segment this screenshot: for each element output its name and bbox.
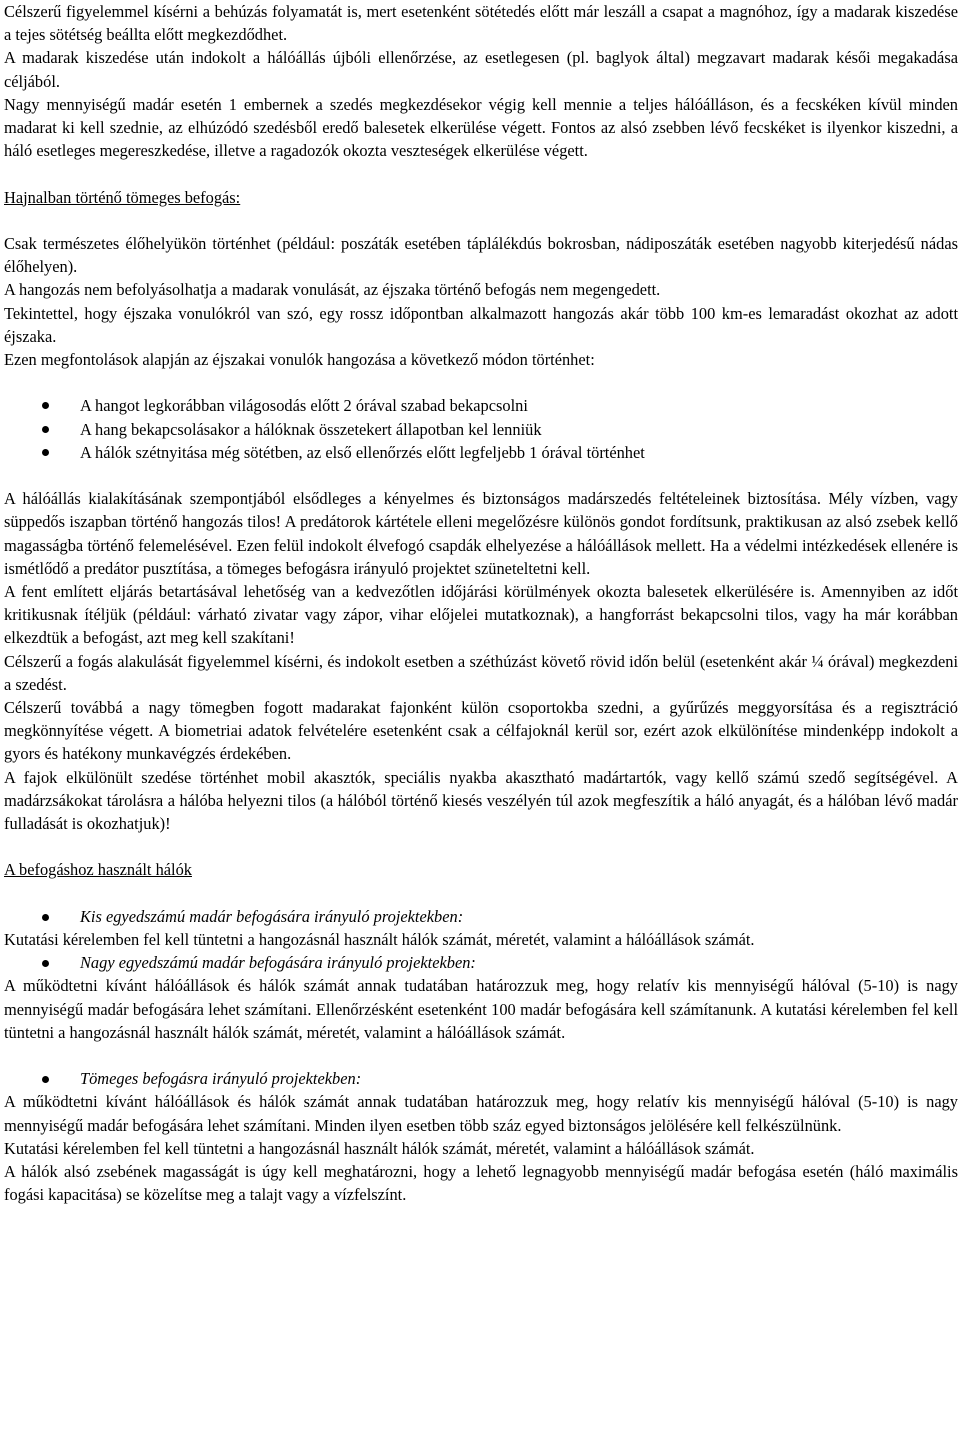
section1-paragraph-1: Csak természetes élőhelyükön történhet (például: poszáták esetében táplálékdús bokrosban, nádiposzáták esetében nagyobb kiterjedésű nádas élőhelyen). <box>4 234 958 277</box>
nets-item-small-projects <box>4 905 958 928</box>
list-item <box>4 394 958 417</box>
section1-paragraph-2: A hangozás nem befolyásolhatja a madarak vonulását, az éjszaka történő befogás nem megengedett. <box>4 280 661 300</box>
nets-item-paragraph: A működtetni kívánt hálóállások és hálók számát annak tudatában határozzuk meg, hogy relatív kis mennyiségű hálóval (5-10) is nagy mennyiségű madár befogására lehet számítani. Minden ilyen esetben több száz egyed biztonságos jelölésére kell felkészülnünk. <box>4 1092 958 1135</box>
bullet-icon <box>42 960 49 967</box>
spacer <box>4 1044 958 1067</box>
list-item-text: A hangot legkorábban világosodás előtt 2 órával szabad bekapcsolni <box>80 396 528 416</box>
nets-item-paragraph: Kutatási kérelemben fel kell tüntetni a hangozásnál használt hálók számát, méretét, valamint a hálóállások számát. <box>4 930 755 950</box>
section1-after-paragraph-2: A fent említett eljárás betartásával lehetőség van a kedvezőtlen időjárási körülmények okozta balesetek elkerülésére is. Amennyiben az időt kritikusnak ítéljük (például: várható zivatar vagy zápor, vihar előjelei mutatkoznak), a hangforrást bekapcsolni tilos, vagy ha már korábban elkezdtük a befogást, azt meg kell szakítani! <box>4 582 958 648</box>
section1-after-paragraph-3: Célszerű a fogás alakulását figyelemmel kísérni, és indokolt esetben a széthúzást követő rövid időn belül (esetenként akár ¼ órával) megkezdeni a szedést. <box>4 651 958 694</box>
list-item <box>4 418 958 441</box>
section1-after-paragraph-5: A fajok elkülönült szedése történhet mobil akasztók, speciális nyakba akasztható madártartók, vagy kellő számú szedő segítségével. A madárzsákokat tárolásra a hálóba helyezni tilos (a hálóból történő kiesés veszélyén túl azok megfeszítik a háló anyagát, és a hálóban lévő madár fulladását is okozhatjuk)! <box>4 767 958 834</box>
nets-item-paragraph: A hálók alsó zsebének magasságát is úgy kell meghatározni, hogy a lehető legnagyobb mennyiségű madár befogása esetén (háló maximális fogási kapacitása) se közelítse meg a talajt vagy a vízfelszínt. <box>4 1162 958 1205</box>
intro-paragraph-3: Nagy mennyiségű madár esetén 1 embernek a szedés megkezdésekor végig kell mennie a teljes hálóálláson, és a fecskéken kívül minden madarat ki kell szednie, az elhúzódó szedésből eredő balesetek elkerülése végett. Fontos az alsó zsebben lévő fecskéket is ilyenkor kiszedni, a háló esetleges megereszkedése, illetve a ragadozók okozta veszteségek elkerülése végett. <box>4 94 958 161</box>
nets-item-paragraph: Kutatási kérelemben fel kell tüntetni a hangozásnál használt hálók számát, méretét, valamint a hálóállások számát. <box>4 1138 755 1158</box>
section1-paragraph-4: Ezen megfontolások alapján az éjszakai vonulók hangozása a következő módon történhet: <box>4 350 595 370</box>
nets-item-title: Kis egyedszámú madár befogására irányuló projektekben: <box>80 906 464 926</box>
bullet-icon <box>42 426 49 433</box>
list-item-text: A hang bekapcsolásakor a hálóknak összetekert állapotban kel lenniük <box>80 419 542 439</box>
bullet-icon <box>42 914 49 921</box>
spacer <box>4 882 958 905</box>
nets-item-paragraph: A működtetni kívánt hálóállások és hálók számát annak tudatában határozzuk meg, hogy relatív kis mennyiségű hálóval (5-10) is nagy mennyiségű madár befogására lehet számítani. Ellenőrzésként esetenként 100 madár befogására kell számítanunk. A kutatási kérelemben fel kell tüntetni a hangozásnál használt hálók számát, méretét, valamint a hálóállások számát. <box>4 976 958 1042</box>
intro-paragraph-2: A madarak kiszedése után indokolt a hálóállás újbóli ellenőrzése, az esetlegesen (pl. baglyok által) megzavart madarak késői megakadása céljából. <box>4 48 958 91</box>
rules-bullet-list <box>4 394 958 464</box>
section1-paragraph-3: Tekintettel, hogy éjszaka vonulókról van szó, egy rossz időpontban alkalmazott hangozás akár több 100 km-es lemaradást okozhat az adott éjszaka. <box>4 303 958 346</box>
spacer <box>4 835 958 858</box>
intro-paragraph-1: Célszerű figyelemmel kísérni a behúzás folyamatát is, mert esetenként sötétedés előtt már leszáll a csapat a magnóhoz, így a madarak kiszedése a tejes sötétség beállta előtt megkezdődhet. <box>4 2 958 45</box>
section1-after-paragraph-1: A hálóállás kialakításának szempontjából elsődleges a kényelmes és biztonságos madárszedés feltételeinek biztosítása. Mély vízben, vagy süppedős iszapban történő hangozás tilos! A predátorok kártétele elleni megelőzésre különös gondot fordítsunk, praktikusan az alsó zsebek kellő magasságba történő felemelésével. Ezen felül indokolt élvefogó csapdák elhelyezése a hálóállások mellett. Ha a védelmi intézkedések ellenére is ismétlődő a predátor pusztítása, a tömeges befogásra irányuló projektet szüneteltetni kell. <box>4 489 958 578</box>
section1-after-paragraph-4: Célszerű továbbá a nagy tömegben fogott madarakat fajonként külön csoportokba szedni, a gyűrűzés meggyorsítása és a regisztráció megkönnyítése végett. A biometriai adatok felvételére esetenként csak a célfajoknál kerül sor, ezért azok elkülönítése mindenképp indokolt a gyors és hatékony munkavégzés érdekében. <box>4 698 958 764</box>
nets-item-large-projects <box>4 951 958 974</box>
bullet-icon <box>42 1076 49 1083</box>
list-item-text: A hálók szétnyitása még sötétben, az első ellenőrzés előtt legfeljebb 1 órával történhet <box>80 442 645 462</box>
spacer <box>4 464 958 487</box>
spacer <box>4 162 958 185</box>
nets-item-mass-projects <box>4 1067 958 1090</box>
nets-item-title: Tömeges befogásra irányuló projektekben: <box>80 1069 362 1089</box>
bullet-icon <box>42 449 49 456</box>
spacer <box>4 371 958 394</box>
list-item <box>4 441 958 464</box>
bullet-icon <box>42 402 49 409</box>
spacer <box>4 209 958 232</box>
nets-item-title: Nagy egyedszámú madár befogására irányuló projektekben: <box>80 953 476 973</box>
section-heading-dawn-capture: Hajnalban történő tömeges befogás: <box>4 187 241 207</box>
section-heading-nets: A befogáshoz használt hálók <box>4 860 192 880</box>
